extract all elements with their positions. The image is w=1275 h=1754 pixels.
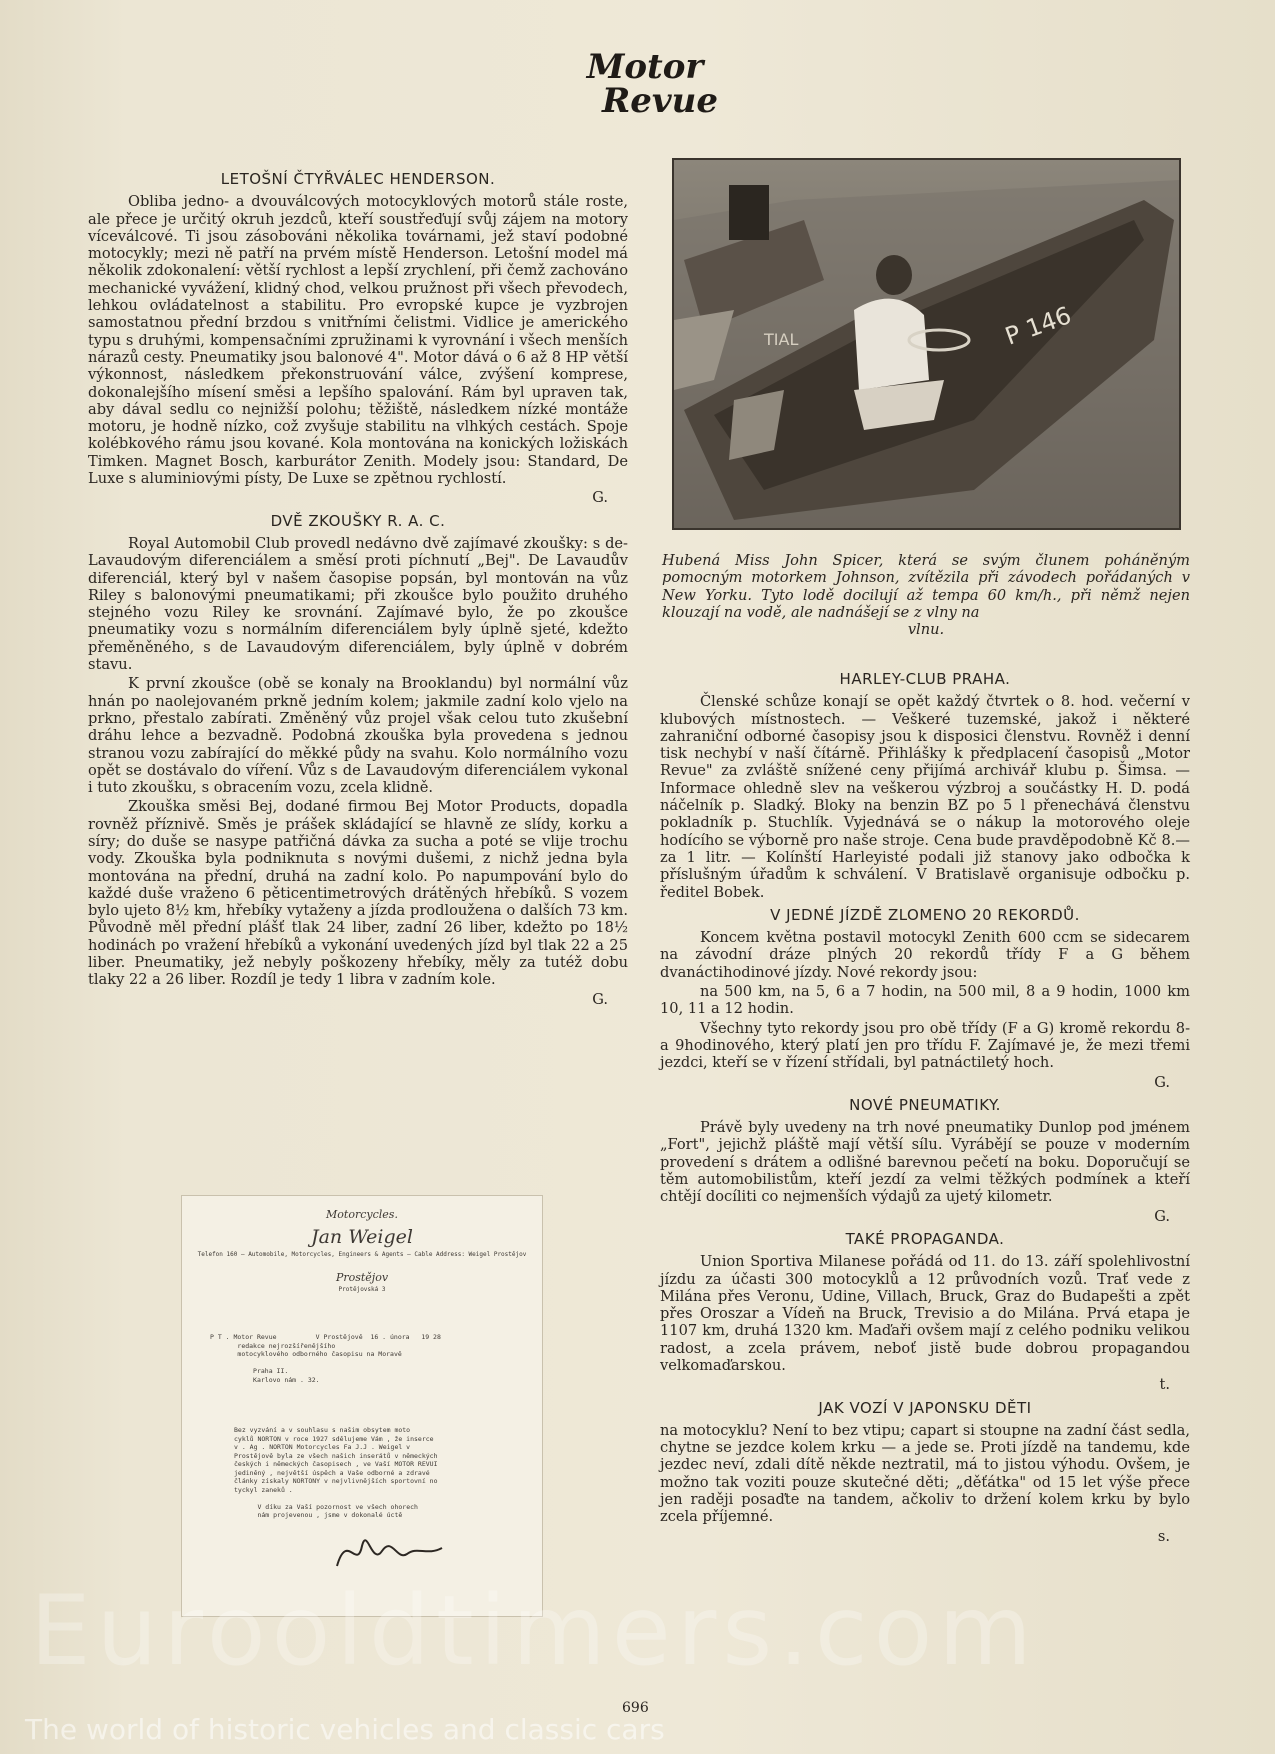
article-body-henderson: Obliba jedno- a dvouválcových motocyklových motorů stále roste, ale přece je určitý okruh jezdců, kteří soustřeďují svůj zájem na motory víceválcové. Ti jsou zásobováni několika továrnami, jež staví podobné motocykly; mezi ně patří na prvém místě Henderson. Letošní model má několik zdokonalení: větší rychlost a lepší zrychlení, při čemž zachováno mechanické vyvážení, klidný chod, velkou pružnost při všech převodech, lehkou ovládatelnost a stabilitu. Pro evropské kupce je vyzbrojen samostatnou přední brzdou s vnitřními čelistmi. Vidlice je amerického typu s druhými, kompensačními zpružinami k vyrovnání i všech menších nárazů cesty. Pneumatiky jsou balonové 4". Motor dává o 6 až 8 HP větší výkonnost, následkem překonstruování válce, zvýšení komprese, dokonalejšího mísení směsi a lepšího spalování. Rám byl upraven tak, aby dával sedlu co nejnižší polohu; těžiště, následkem nízké montáže motoru, je hodně nízko, což zvyšuje stabilitu na vlhkých cestách. Spoje kolébkového rámu jsou kované. Kola montována na konických ložiskách Timken. Magnet Bosch, karburátor Zenith. Modely jsou: Standard, De Luxe s aluminiovými písty, De Luxe se zpětnou rychlostí. <box>88 193 628 488</box>
article-signature: G. <box>592 489 608 507</box>
masthead-line-1: Motor <box>586 47 704 87</box>
article-title-records: V JEDNÉ JÍZDĚ ZLOMENO 20 REKORDŮ. <box>770 905 1080 924</box>
article-body-propaganda: Union Sportiva Milanese pořádá od 11. do 13. září spolehlivostní jízdu za účasti 300 motocyklů a 12 průvodních vozů. Trať vede z Milána přes Veronu, Udine, Villach, Bruck, Graz do Budapešti a zpět přes Oroszar a Vídeň na Bruck, Trevisio a do Milána. Prvá etapa je 1107 km, druhá 1320 km. Maďaři ovšem mají z celého podniku velikou radost, a zcela právem, neboť jistě bude dobrou propagandou velkomaďarskou. <box>660 1253 1190 1374</box>
speedboat-photo-image <box>674 160 1179 528</box>
letter-company-name: Jan Weigel <box>310 1226 413 1248</box>
article-paragraph: Royal Automobil Club provedl nedávno dvě zajímavé zkoušky: s de-Lavaudovým diferenciálem a směsí proti píchnutí „Bej". De Lavaudův diferenciál, který byl v našem časopise popsán, byl montován na vůz Riley s balonovými pneumatikami; při zkoušce bylo použito druhého stejného vozu Riley ke srovnání. Zajímavé bylo, že po zkoušce pneumatiky vozu s normálním diferenciálem byly úplně sjeté, kdežto přeměněného, s de Lavaudovým diferenciálem, byly úplně v dobrém stavu. <box>88 534 628 674</box>
article-signature: G. <box>1154 1207 1170 1225</box>
speedboat-photo <box>672 158 1181 530</box>
article-signature: G. <box>1154 1073 1170 1091</box>
photo-caption-text: Hubená Miss John Spicer, která se svým člunem poháněným pomocným motorkem Johnson, zvítězila při závodech pořádaných v New Yorku. Tyto lodě docilují až tempa 60 km/h., při němž nejen klouzají na vodě, ale nadnášejí se z vlny na <box>662 552 1190 621</box>
letter-address: Protějovská 3 <box>338 1286 386 1293</box>
article-paragraph: Koncem května postavil motocykl Zenith 600 ccm se sidecarem na závodní dráze plných 20 rekordů třídy F a G během dvanáctihodinové jízdy. Nové rekordy jsou: <box>660 929 1190 981</box>
article-paragraph: na 500 km, na 5, 6 a 7 hodin, na 500 mil, 8 a 9 hodin, 1000 km 10, 11 a 12 hodin. <box>660 983 1190 1018</box>
letter-subline: Telefon 160 — Automobile, Motorcycles, Engineers & Agents — Cable Address: Weigel Prostějov <box>197 1251 527 1258</box>
letter-city: Prostějov <box>335 1271 389 1284</box>
masthead-line-2: Revue <box>602 81 718 121</box>
letter-body-text: Bez vyzvání a v souhlasu s našim obsytem moto cyklů NORTON v roce 1927 sdělujeme Vám , že inserce v . Ag . NORTON Motorcycles Fa J.J . Weigel v Prostějově byla ze všech našich inserátů v německých českých i německých časopisech , ve Vaší MOTOR REVUI jediněný , největší úspěch a Vaše odborné a zdravé články získaly NORTONY v nejvlivnějších sportovní no tyckyl zaneků . V díku za Vaší pozornost ve všech ohorech nám projevenou , jsme v dokonalé úctě <box>234 1426 438 1519</box>
left-column <box>88 165 628 1008</box>
article-title-henderson: LETOŠNÍ ČTYŘVÁLEC HENDERSON. <box>220 170 496 188</box>
boat-bow-lettering: TIAL <box>764 330 799 349</box>
article-paragraph: Zkouška směsi Bej, dodané firmou Bej Motor Products, dopadla rovněž příznivě. Směs je prášek skládající se hlavně ze slídy, korku a síry; do duše se nasype patřičná dávka za sucha a poté se vlije trochu vody. Zkouška byla podniknuta s novými dušemi, z nichž jedna byla montována na přední, druhá na zadní kolo. Po napumpování bylo do každé duše vraženo 6 pěticentimetrových drátěných hřebíků. S vozem bylo ujeto 8½ km, hřebíky vytaženy a jízda prodloužena o dalších 73 km. Původně měl přední plášť tlak 24 liber, zadní 26 liber, kdežto po 18½ hodinách po vražení hřebíků a vykonání uvedených jízd byl tlak 22 a 25 liber. Pneumatiky, jež nebyly poškozeny hřebíky, měly za tutéž dobu tlaky 22 a 26 liber. Rozdíl je tedy 1 libra v zadním kole. <box>88 798 628 989</box>
article-signature: G. <box>592 990 608 1008</box>
article-signature: t. <box>1159 1376 1170 1394</box>
letter-brand: Motorcycles. <box>326 1208 398 1221</box>
article-signature: s. <box>1157 1527 1170 1545</box>
page-number: 696 <box>622 1700 649 1716</box>
article-paragraph: Všechny tyto rekordy jsou pro obě třídy (F a G) kromě rekordu 8- a 9hodinového, který platí jen pro třídu F. Zajímavé je, že mezi třemi jezdci, kteří se v řízení střídali, byl patnáctiletý hoch. <box>660 1019 1190 1072</box>
handwritten-signature <box>332 1526 452 1576</box>
article-body-tyres: Právě byly uvedeny na trh nové pneumatiky Dunlop pod jménem „Fort", jejichž pláště mají větší sílu. Vyrábějí se pouze v moderním provedení s drátem a odlišné barevnou pečetí na boku. Doporučují se těm automobilistům, kteří jezdí za velmi těžkých podmínek a kteří chtějí docíliti co nejmenších výdajů za ujetý kilometr. <box>660 1119 1190 1206</box>
article-title-harley-club: HARLEY-CLUB PRAHA. <box>839 670 1011 688</box>
letter-body: P T . Motor Revue V Prostějově 16 . února 19 28 redakce nejrozšířenějšího motocyklového odborného časopisu na Moravě Praha II. Karlovo nám . 32. <box>210 1333 441 1384</box>
article-title-tyres: NOVÉ PNEUMATIKY. <box>849 1095 1001 1114</box>
article-title-rac-tests: DVĚ ZKOUŠKY R. A. C. <box>270 511 446 530</box>
watermark-text: Eurooldtimers.com <box>30 1575 1038 1687</box>
watermark-tagline: The world of historic vehicles and classic cars <box>25 1713 665 1746</box>
photo-caption-end: vlnu. <box>907 621 945 639</box>
right-column <box>660 665 1190 1545</box>
article-title-japan: JAK VOZÍ V JAPONSKU DĚTI <box>818 1398 1032 1417</box>
letter-facsimile <box>182 1196 542 1616</box>
article-paragraph: K první zkoušce (obě se konaly na Brooklandu) byl normální vůz hnán po naolejovaném prkně jedním kolem; jakmile zadní kolo vjelo na prkno, přestalo zabírati. Změněný vůz projel však celou tuto zkušební dráhu lehce a bezvadně. Podobná zkouška byla provedena s jednou stranou vozu zabírající do měkké půdy na svahu. Kolo normálního vozu opět se dostávalo do víření. Vůz s de Lavaudovým diferenciálem vykonal i tuto zkoušku, s obracením vozu, zcela klidně. <box>88 675 628 797</box>
article-title-propaganda: TAKÉ PROPAGANDA. <box>845 1229 1005 1248</box>
article-body-harley-club: Členské schůze konají se opět každý čtvrtek o 8. hod. večerní v klubových místnostech. — Veškeré tuzemské, jakož i některé zahraniční odborné časopisy jsou k disposici členstvu. Rovněž i denní tisk nechybí v naší čítárně. Přihlášky k předplacení časopisů „Motor Revue" za zvláště snížené ceny přijímá archivář klubu p. Šimsa. — Informace ohledně slev na veškerou výzbroj a součástky H. D. podá náčelník p. Sladký. Bloky na benzin BZ po 5 l přenechává členstvu pokladník p. Stuchlík. Vyjednává se o nákup la motorového oleje hodícího se výborně pro naše stroje. Cena bude pravděpodobně Kč 8.— za 1 litr. — Kolínští Harleyisté podali již stanovy jako odbočka k příslušným úřadům k schválení. V Bratislavě organisuje odbočku p. ředitel Bobek. <box>660 693 1190 901</box>
photo-caption <box>662 552 1190 638</box>
boat-number: P 146 <box>1001 301 1075 351</box>
masthead-logo <box>560 47 730 121</box>
article-body-japan: na motocyklu? Není to bez vtipu; capart si stoupne na zadní část sedla, chytne se jezdce kolem krku — a jede se. Proti jízdě na tandemu, kde jezdec neví, zdali dítě někde neztratil, má to jistou výhodu. Ovšem, je možno tak voziti pouze skutečné děti; „děťátka" od 15 let výše přece jen raději posaďte na tandem, ačkoliv to držení kolem krku by bylo zcela příjemné. <box>660 1421 1190 1526</box>
